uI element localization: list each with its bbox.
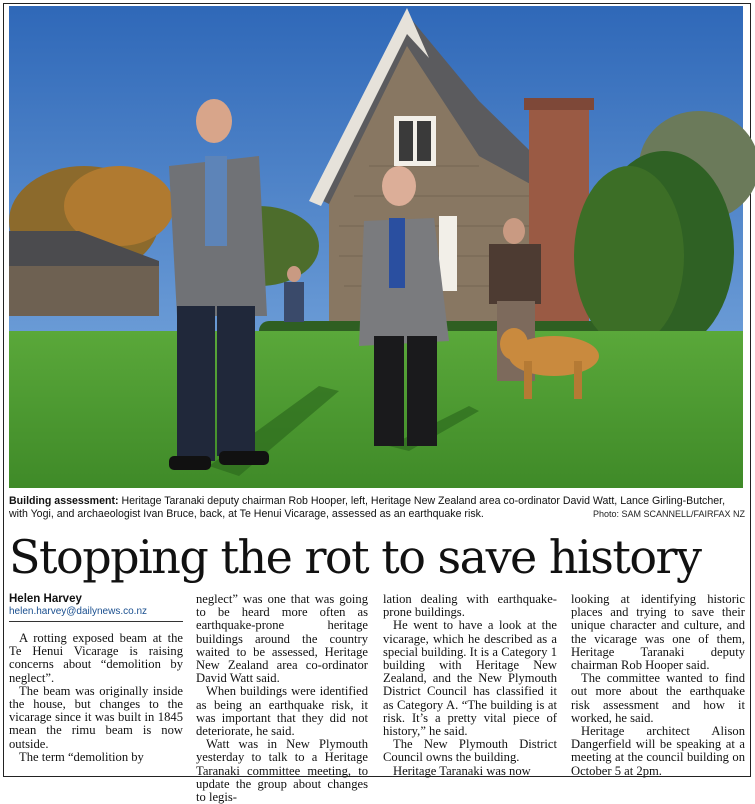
paragraph: neglect” was one that was going to be heard more often as earthquake-prone heritage buildings around the country waited to be assessed, Heritage New Zealand area co-ordinator David Watt said. <box>196 592 368 686</box>
news-photo <box>9 6 743 488</box>
caption-text: Heritage Taranaki deputy chairman Rob Hooper, left, Heritage New Zealand area co-ordinator David Watt, Lance Girling-Butcher, with Yogi, and archaeologist Ivan Bruce, back, at Te Henui Vicarage, assessed as an earthquake risk. <box>9 495 726 520</box>
caption-label: Building assessment: <box>9 495 119 507</box>
paragraph: The New Plymouth District Council owns the building. <box>383 737 557 765</box>
headline: Stopping the rot to save history <box>9 530 701 584</box>
article-column-3 <box>383 593 557 778</box>
paragraph: When buildings were identified as being an earthquake risk, it was important that they did not deteriorate, he said. <box>196 684 368 739</box>
photo-caption <box>9 495 745 521</box>
byline-name: Helen Harvey <box>9 593 82 605</box>
article-column-2 <box>196 593 368 804</box>
paragraph: lation dealing with earthquake-prone buildings. <box>383 592 557 620</box>
vicarage-photo-illustration <box>9 6 743 488</box>
paragraph: A rotting exposed beam at the Te Henui Vicarage is raising concerns about “demolition by neglect”. <box>9 631 183 685</box>
paragraph: The term “demolition by <box>19 749 144 764</box>
byline-email[interactable]: helen.harvey@dailynews.co.nz <box>9 606 183 622</box>
paragraph: looking at identifying historic places and trying to save their unique character and culture, and the vicarage was one of them, Heritage Taranaki deputy chairman Rob Hooper said. <box>571 592 745 673</box>
paragraph: He went to have a look at the vicarage, which he described as a special building. It is a Category 1 building with Heritage New Zealand, and the New Plymouth District Council has classified it as Category A. “The building is at risk. It’s a pretty vital piece of history,” he said. <box>383 618 557 739</box>
article-column-4 <box>571 593 745 778</box>
paragraph: The beam was originally inside the house, but changes to the vicarage since it was built in 1845 mean the rimu beam is now outside. <box>9 683 183 751</box>
paragraph: Heritage Taranaki was now <box>393 763 531 778</box>
paragraph: Heritage architect Alison Dangerfield will be speaking at a meeting at the council building on October 5 at 2pm. <box>571 724 745 778</box>
photo-credit: Photo: SAM SCANNELL/FAIRFAX NZ <box>592 509 745 519</box>
paragraph: Watt was in New Plymouth yesterday to talk to a Heritage Taranaki committee meeting, to update the group about changes to legis- <box>196 737 368 804</box>
article-column-1 <box>9 592 183 764</box>
paragraph: The committee wanted to find out more about the earthquake risk assessment and how it worked, he said. <box>571 671 745 725</box>
